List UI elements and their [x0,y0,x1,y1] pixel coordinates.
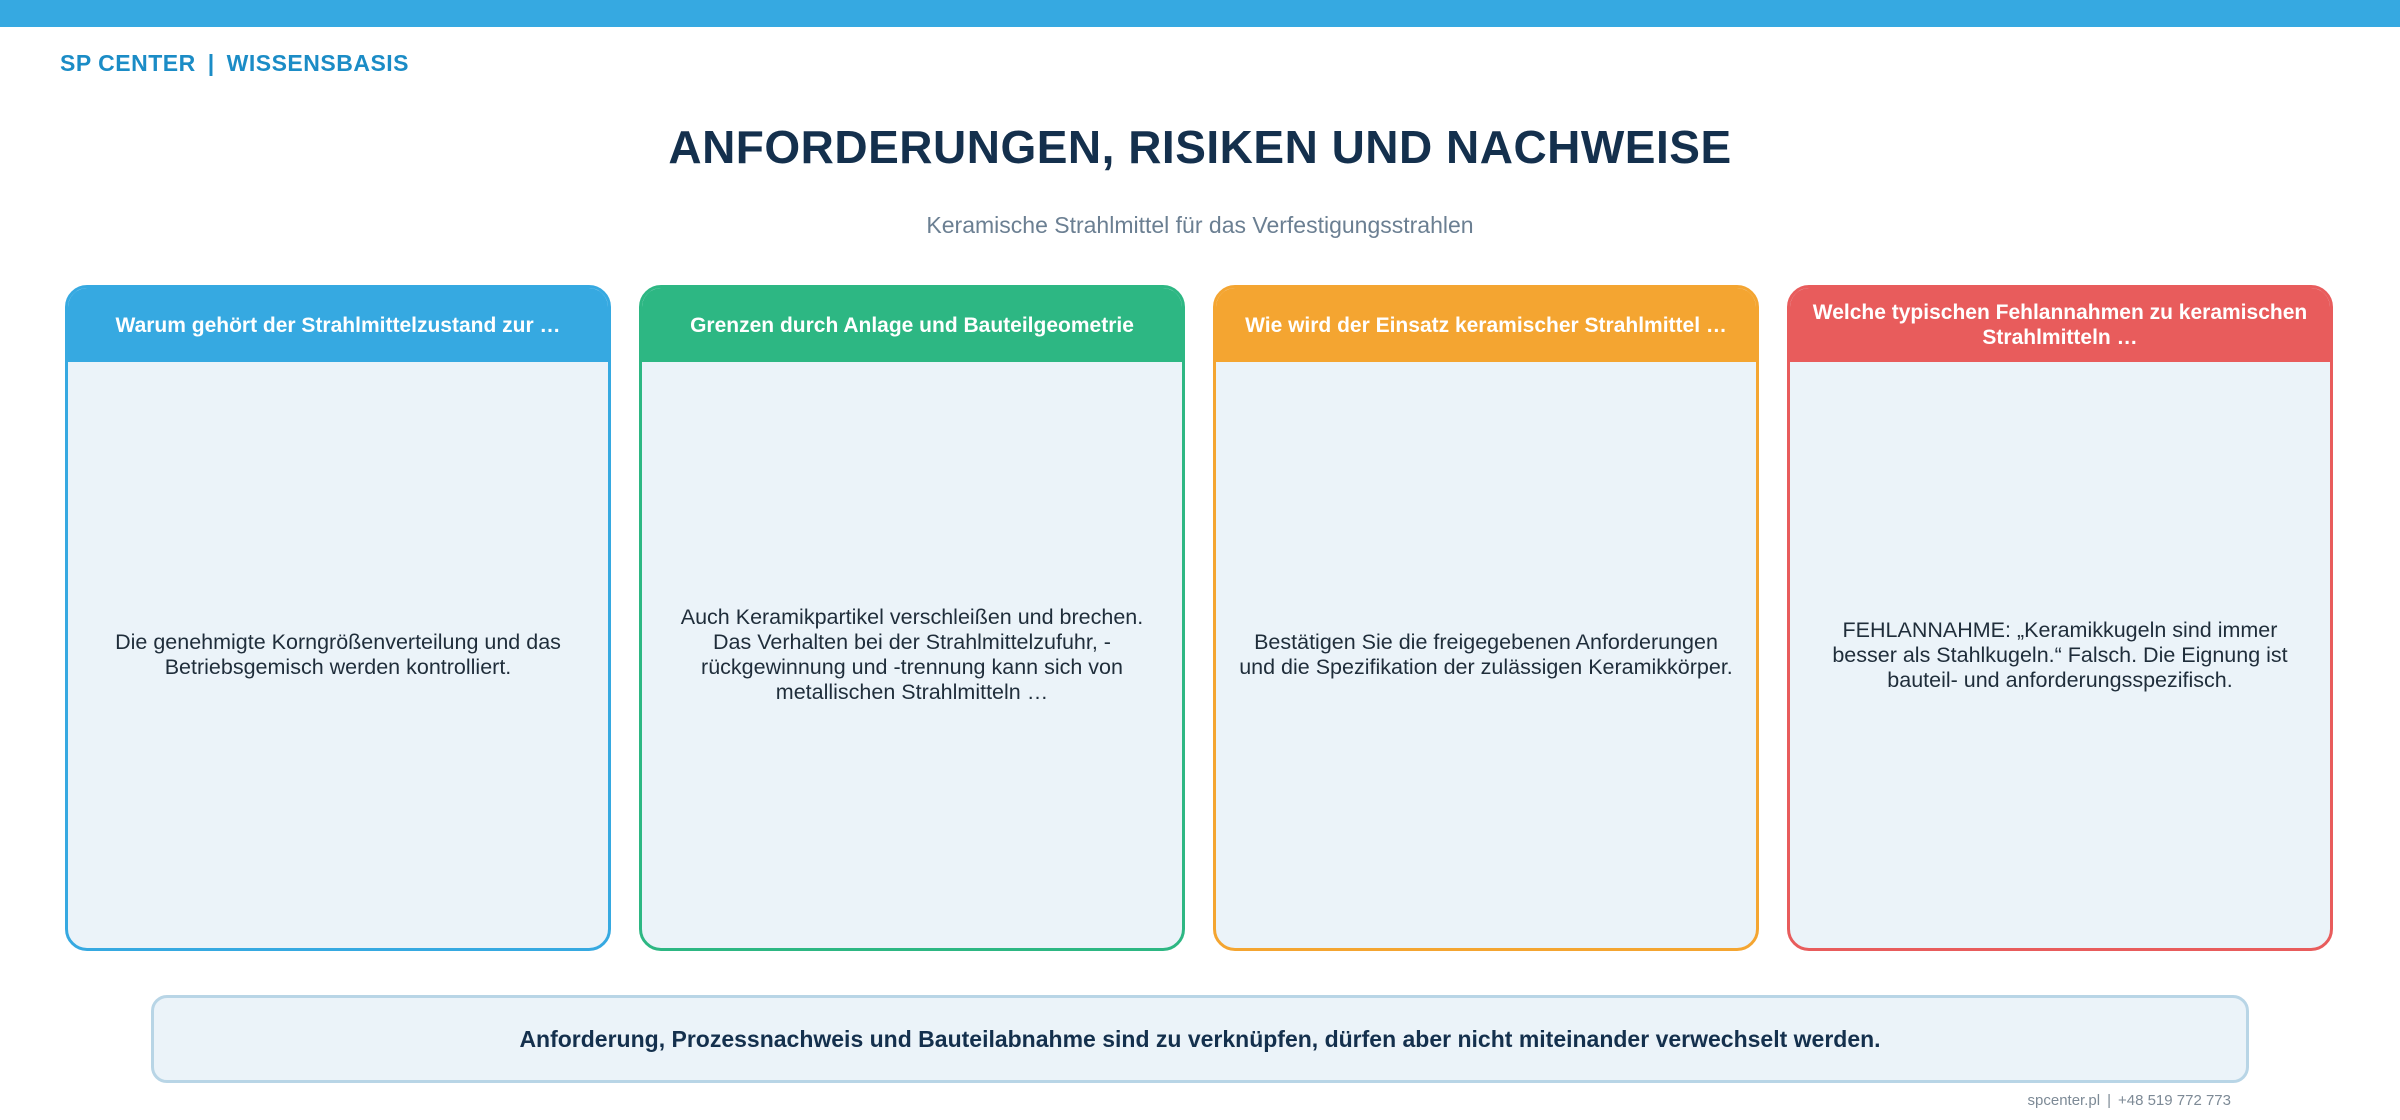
summary-note [151,995,2249,1083]
page-title: ANFORDERUNGEN, RISIKEN UND NACHWEISE [668,121,1732,173]
card-text: Bestätigen Sie die freigegebenen Anforderungen und die Spezifikation der zulässigen Keramikkörper. [1239,630,1733,679]
card-green [639,285,1185,951]
card-body [1790,362,2330,948]
card-title: Grenzen durch Anlage und Bauteilgeometrie [690,313,1134,337]
card-grid [65,285,2335,951]
card-body [642,362,1182,948]
card-title: Wie wird der Einsatz keramischer Strahlmittel … [1245,313,1727,337]
website-link[interactable]: spcenter.pl [2027,1092,2101,1109]
brand-separator: | [207,50,215,76]
brand-section: WISSENSBASIS [226,50,410,76]
card-body [1216,362,1756,948]
card-text: Die genehmigte Korngrößenverteilung und das Betriebsgemisch werden kontrolliert. [115,630,561,679]
card-header [1216,288,1756,362]
card-red [1787,285,2333,951]
card-text: Auch Keramikpartikel verschleißen und brechen. Das Verhalten bei der Strahlmittelzufuhr, -rückgewinnung und -trennung kann sich von metallischen Strahlmitteln … [680,605,1144,704]
contact-info [2028,1092,2231,1109]
page-subtitle: Keramische Strahlmittel für das Verfestigungsstrahlen [926,212,1474,238]
phone-number[interactable]: +48 519 772 773 [2117,1092,2231,1109]
card-title: Warum gehört der Strahlmittelzustand zur … [115,313,561,337]
card-orange [1213,285,1759,951]
card-header [68,288,608,362]
card-title: Welche typischen Fehlannahmen zu keramischen Strahlmitteln … [1812,301,2308,349]
card-header [1790,288,2330,362]
card-body [68,362,608,948]
brand-header [60,50,409,77]
top-accent-bar [0,0,2400,27]
contact-separator: | [2107,1092,2111,1109]
card-text: FEHLANNAHME: „Keramikkugeln sind immer besser als Stahlkugeln.“ Falsch. Die Eignung ist bauteil- und anforderungsspezifisch. [1832,617,2288,692]
card-blue [65,285,611,951]
brand-name: SP CENTER [60,50,196,76]
card-header [642,288,1182,362]
summary-note-text: Anforderung, Prozessnachweis und Bauteilabnahme sind zu verknüpfen, dürfen aber nicht miteinander verwechselt werden. [519,1025,1881,1052]
